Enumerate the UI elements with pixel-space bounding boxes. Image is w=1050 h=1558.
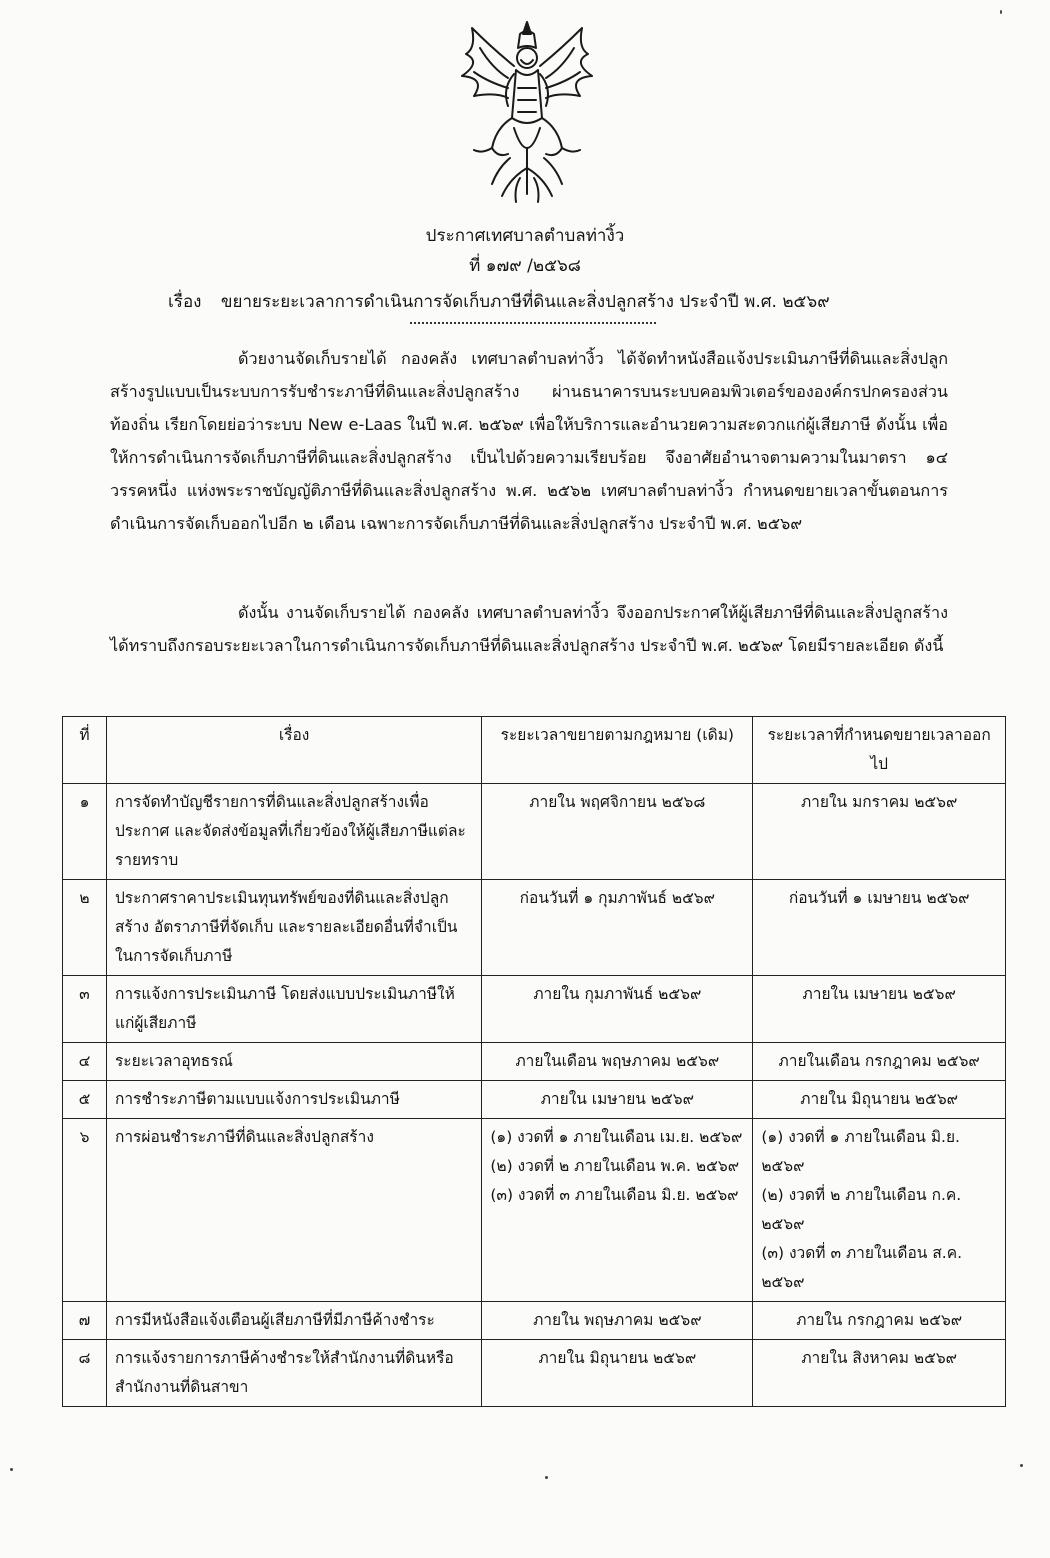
row-original: ภายในเดือน พฤษภาคม ๒๕๖๙ <box>482 1043 753 1081</box>
installment-line: (๓) งวดที่ ๓ ภายในเดือน มิ.ย. ๒๕๖๙ <box>490 1186 739 1204</box>
subject-label: เรื่อง <box>168 292 202 312</box>
dotted-divider <box>410 322 656 324</box>
row-topic: การมีหนังสือแจ้งเตือนผู้เสียภาษีที่มีภาษีค้างชำระ <box>106 1302 481 1340</box>
row-topic: การแจ้งรายการภาษีค้างชำระให้สำนักงานที่ดินหรือสำนักงานที่ดินสาขา <box>106 1340 481 1407</box>
row-extended: ภายใน เมษายน ๒๕๖๙ <box>753 976 1006 1043</box>
row-original: ภายใน กุมภาพันธ์ ๒๕๖๙ <box>482 976 753 1043</box>
row-no: ๓ <box>63 976 107 1043</box>
table-row <box>63 1340 1006 1407</box>
row-extended <box>753 1119 1006 1302</box>
row-no: ๘ <box>63 1340 107 1407</box>
row-original: ภายใน เมษายน ๒๕๖๙ <box>482 1081 753 1119</box>
row-extended: ก่อนวันที่ ๑ เมษายน ๒๕๖๙ <box>753 880 1006 976</box>
row-original: ภายใน พฤษภาคม ๒๕๖๙ <box>482 1302 753 1340</box>
header-extended: ระยะเวลาที่กำหนดขยายเวลาออกไป <box>753 717 1006 784</box>
row-topic: การผ่อนชำระภาษีที่ดินและสิ่งปลูกสร้าง <box>106 1119 481 1302</box>
row-original: ก่อนวันที่ ๑ กุมภาพันธ์ ๒๕๖๙ <box>482 880 753 976</box>
row-no: ๔ <box>63 1043 107 1081</box>
row-no: ๕ <box>63 1081 107 1119</box>
subject-line <box>168 288 830 315</box>
garuda-emblem-icon <box>452 18 602 208</box>
row-extended: ภายในเดือน กรกฎาคม ๒๕๖๙ <box>753 1043 1006 1081</box>
header-topic: เรื่อง <box>106 717 481 784</box>
scan-speck <box>1020 1464 1023 1467</box>
table-row <box>63 784 1006 880</box>
row-topic: การชำระภาษีตามแบบแจ้งการประเมินภาษี <box>106 1081 481 1119</box>
announcement-title: ประกาศเทศบาลตำบลท่างิ้ว <box>425 226 625 246</box>
row-no: ๗ <box>63 1302 107 1340</box>
installment-line: (๑) งวดที่ ๑ ภายในเดือน เม.ย. ๒๕๖๙ <box>490 1128 743 1146</box>
scan-speck <box>545 1476 548 1479</box>
row-topic: การจัดทำบัญชีรายการที่ดินและสิ่งปลูกสร้างเพื่อประกาศ และจัดส่งข้อมูลที่เกี่ยวข้องให้ผู้เสียภาษีแต่ละรายทราบ <box>106 784 481 880</box>
row-topic: การแจ้งการประเมินภาษี โดยส่งแบบประเมินภาษีให้แก่ผู้เสียภาษี <box>106 976 481 1043</box>
installment-line: (๒) งวดที่ ๒ ภายในเดือน ก.ค. ๒๕๖๙ <box>761 1186 962 1233</box>
row-original: ภายใน พฤศจิกายน ๒๕๖๘ <box>482 784 753 880</box>
row-topic: ประกาศราคาประเมินทุนทรัพย์ของที่ดินและสิ่งปลูกสร้าง อัตราภาษีที่จัดเก็บ และรายละเอียดอื่นที่จำเป็น ในการจัดเก็บภาษี <box>106 880 481 976</box>
table-row <box>63 1302 1006 1340</box>
subject-text: ขยายระยะเวลาการดำเนินการจัดเก็บภาษีที่ดินและสิ่งปลูกสร้าง ประจำปี พ.ศ. ๒๕๖๙ <box>220 292 830 312</box>
schedule-table <box>62 716 1006 1407</box>
header-no: ที่ <box>63 717 107 784</box>
installment-line: (๒) งวดที่ ๒ ภายในเดือน พ.ค. ๒๕๖๙ <box>490 1157 740 1175</box>
row-extended: ภายใน มิถุนายน ๒๕๖๙ <box>753 1081 1006 1119</box>
row-no: ๒ <box>63 880 107 976</box>
row-no: ๖ <box>63 1119 107 1302</box>
scan-speck <box>1000 10 1002 14</box>
table-header-row <box>63 717 1006 784</box>
header-original: ระยะเวลาขยายตามกฎหมาย (เดิม) <box>482 717 753 784</box>
body-paragraph-2: ดังนั้น งานจัดเก็บรายได้ กองคลัง เทศบาลตำบลท่างิ้ว จึงออกประกาศให้ผู้เสียภาษีที่ดินและสิ่งปลูกสร้างได้ทราบถึงกรอบระยะเวลาในการดำเนินการจัดเก็บภาษีที่ดินและสิ่งปลูกสร้าง ประจำปี พ.ศ. ๒๕๖๙ โดยมีรายละเอียด ดังนี้ <box>110 603 948 655</box>
row-extended: ภายใน มกราคม ๒๕๖๙ <box>753 784 1006 880</box>
row-no: ๑ <box>63 784 107 880</box>
installment-line: (๑) งวดที่ ๑ ภายในเดือน มิ.ย. ๒๕๖๙ <box>761 1128 960 1175</box>
row-extended: ภายใน กรกฎาคม ๒๕๖๙ <box>753 1302 1006 1340</box>
row-extended: ภายใน สิงหาคม ๒๕๖๙ <box>753 1340 1006 1407</box>
table-row <box>63 1081 1006 1119</box>
body-paragraph-1: ด้วยงานจัดเก็บรายได้ กองคลัง เทศบาลตำบลท่างิ้ว ได้จัดทำหนังสือแจ้งประเมินภาษีที่ดินและสิ่งปลูกสร้างรูปแบบเป็นระบบการรับชำระภาษีที่ดินและสิ่งปลูกสร้าง ผ่านธนาคารบนระบบคอมพิวเตอร์ขององค์กรปกครองส่วนท้องถิ่น เรียกโดยย่อว่าระบบ New e-Laas ในปี พ.ศ. ๒๕๖๙ เพื่อให้บริการและอำนวยความสะดวกแก่ผู้เสียภาษี ดังนั้น เพื่อให้การดำเนินการจัดเก็บภาษีที่ดินและสิ่งปลูกสร้าง เป็นไปด้วยความเรียบร้อย จึงอาศัยอำนาจตามความในมาตรา ๑๔ วรรคหนึ่ง แห่งพระราชบัญญัติภาษีที่ดินและสิ่งปลูกสร้าง พ.ศ. ๒๕๖๒ เทศบาลตำบลท่างิ้ว กำหนดขยายเวลาขั้นตอนการดำเนินการจัดเก็บออกไปอีก ๒ เดือน เฉพาะการจัดเก็บภาษีที่ดินและสิ่งปลูกสร้าง ประจำปี พ.ศ. ๒๕๖๙ <box>110 349 948 533</box>
table-row <box>63 976 1006 1043</box>
row-original <box>482 1119 753 1302</box>
scan-speck <box>10 1468 13 1471</box>
table-row <box>63 1043 1006 1081</box>
table-row <box>63 880 1006 976</box>
table-row <box>63 1119 1006 1302</box>
announcement-number: ที่ ๑๗๙ /๒๕๖๘ <box>469 256 581 276</box>
row-topic: ระยะเวลาอุทธรณ์ <box>106 1043 481 1081</box>
row-original: ภายใน มิถุนายน ๒๕๖๙ <box>482 1340 753 1407</box>
installment-line: (๓) งวดที่ ๓ ภายในเดือน ส.ค. ๒๕๖๙ <box>761 1244 963 1291</box>
